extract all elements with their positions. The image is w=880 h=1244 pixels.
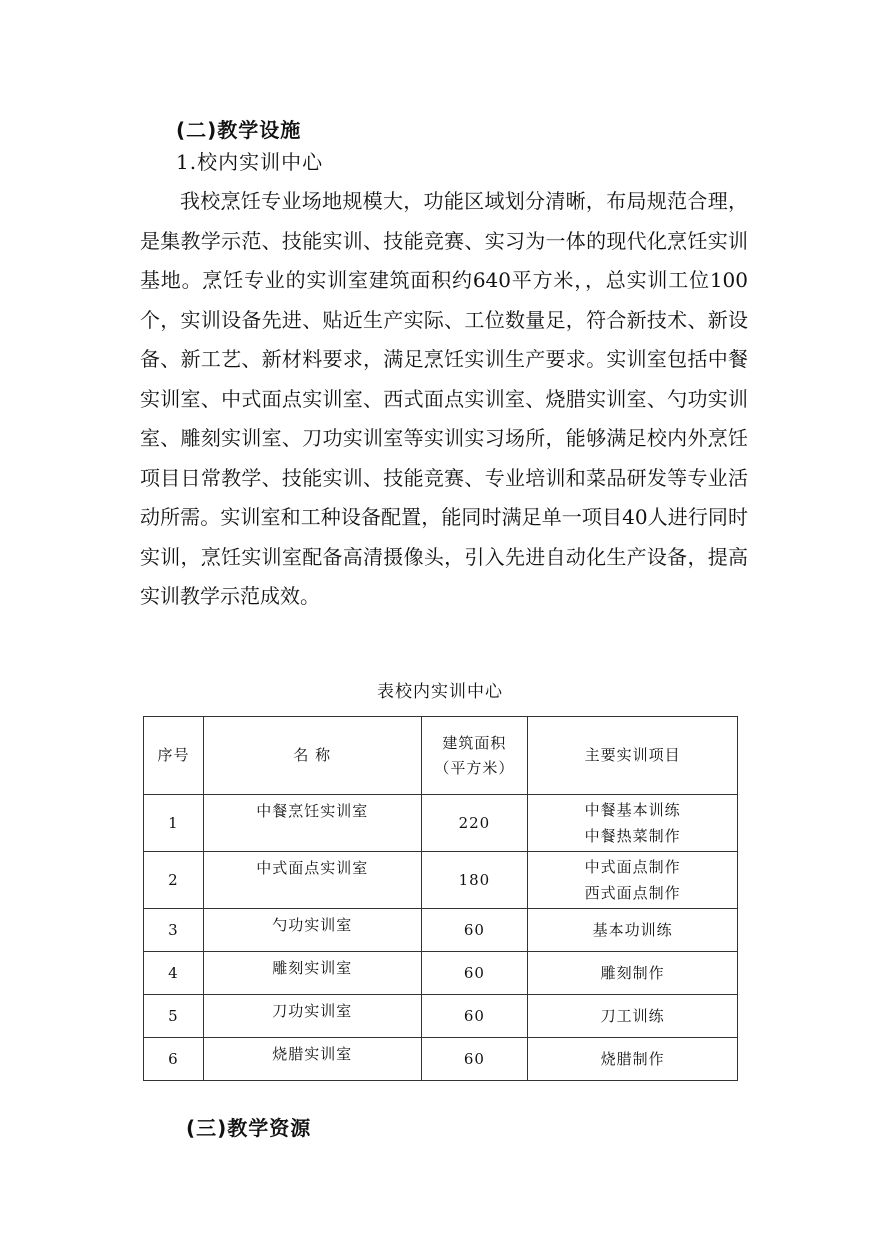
header-items: 主要实训项目 bbox=[528, 717, 738, 795]
cell-name: 中餐烹饪实训室 bbox=[203, 795, 421, 852]
header-area-line1: 建筑面积 bbox=[442, 733, 507, 752]
cell-items bbox=[528, 852, 738, 909]
cell-no: 4 bbox=[144, 952, 204, 995]
cell-item: 中式面点制作 bbox=[584, 858, 681, 876]
cell-area: 60 bbox=[421, 1038, 528, 1081]
cell-area: 60 bbox=[421, 952, 528, 995]
cell-items: 雕刻制作 bbox=[528, 952, 738, 995]
cell-item: 西式面点制作 bbox=[584, 884, 681, 902]
cell-items: 刀工训练 bbox=[528, 995, 738, 1038]
cell-no: 1 bbox=[144, 795, 204, 852]
cell-name: 刀功实训室 bbox=[203, 995, 421, 1038]
cell-area: 220 bbox=[421, 795, 528, 852]
table-row bbox=[144, 795, 738, 852]
cell-area: 60 bbox=[421, 909, 528, 952]
cell-item: 中餐热菜制作 bbox=[584, 827, 681, 845]
cell-name: 雕刻实训室 bbox=[203, 952, 421, 995]
header-name: 名 称 bbox=[203, 717, 421, 795]
cell-no: 2 bbox=[144, 852, 204, 909]
cell-items: 烧腊制作 bbox=[528, 1038, 738, 1081]
cell-no: 5 bbox=[144, 995, 204, 1038]
table-header-row bbox=[144, 717, 738, 795]
header-area bbox=[421, 717, 528, 795]
table-row bbox=[144, 952, 738, 995]
cell-items bbox=[528, 795, 738, 852]
cell-area: 180 bbox=[421, 852, 528, 909]
table-row bbox=[144, 852, 738, 909]
cell-no: 6 bbox=[144, 1038, 204, 1081]
section-heading-resources: (三)教学资源 bbox=[186, 1116, 312, 1140]
table-row bbox=[144, 909, 738, 952]
body-paragraph: 我校烹饪专业场地规模大，功能区域划分清晰，布局规范合理，是集教学示范、技能实训、技能竞赛、实习为一体的现代化烹饪实训基地。烹饪专业的实训室建筑面积约640平方米，，总实训工位100个，实训设备先进、贴近生产实际、工位数量足，符合新技术、新设备、新工艺、新材料要求，满足烹饪实训生产要求。实训室包括中餐实训室、中式面点实训室、西式面点实训室、烧腊实训室、勺功实训室、雕刻实训室、刀功实训室等实训实习场所，能够满足校内外烹饪项目日常教学、技能实训、技能竞赛、专业培训和菜品研发等专业活动所需。实训室和工种设备配置，能同时满足单一项目40人进行同时实训，烹饪实训室配备高清摄像头，引入先进自动化生产设备，提高实训教学示范成效。 bbox=[140, 189, 748, 608]
cell-name: 烧腊实训室 bbox=[203, 1038, 421, 1081]
table-row bbox=[144, 1038, 738, 1081]
cell-name: 中式面点实训室 bbox=[203, 852, 421, 909]
section-heading-facilities: (二)教学设施 bbox=[176, 118, 302, 142]
cell-name: 勺功实训室 bbox=[203, 909, 421, 952]
subsection-heading-training-center: 1.校内实训中心 bbox=[176, 150, 324, 174]
table-caption: 表校内实训中心 bbox=[377, 682, 503, 702]
cell-item: 中餐基本训练 bbox=[584, 801, 681, 819]
cell-no: 3 bbox=[144, 909, 204, 952]
cell-items: 基本功训练 bbox=[528, 909, 738, 952]
training-rooms-table bbox=[143, 716, 738, 1081]
header-area-line2: （平方米） bbox=[434, 758, 515, 777]
header-no: 序号 bbox=[144, 717, 204, 795]
table-row bbox=[144, 995, 738, 1038]
cell-area: 60 bbox=[421, 995, 528, 1038]
